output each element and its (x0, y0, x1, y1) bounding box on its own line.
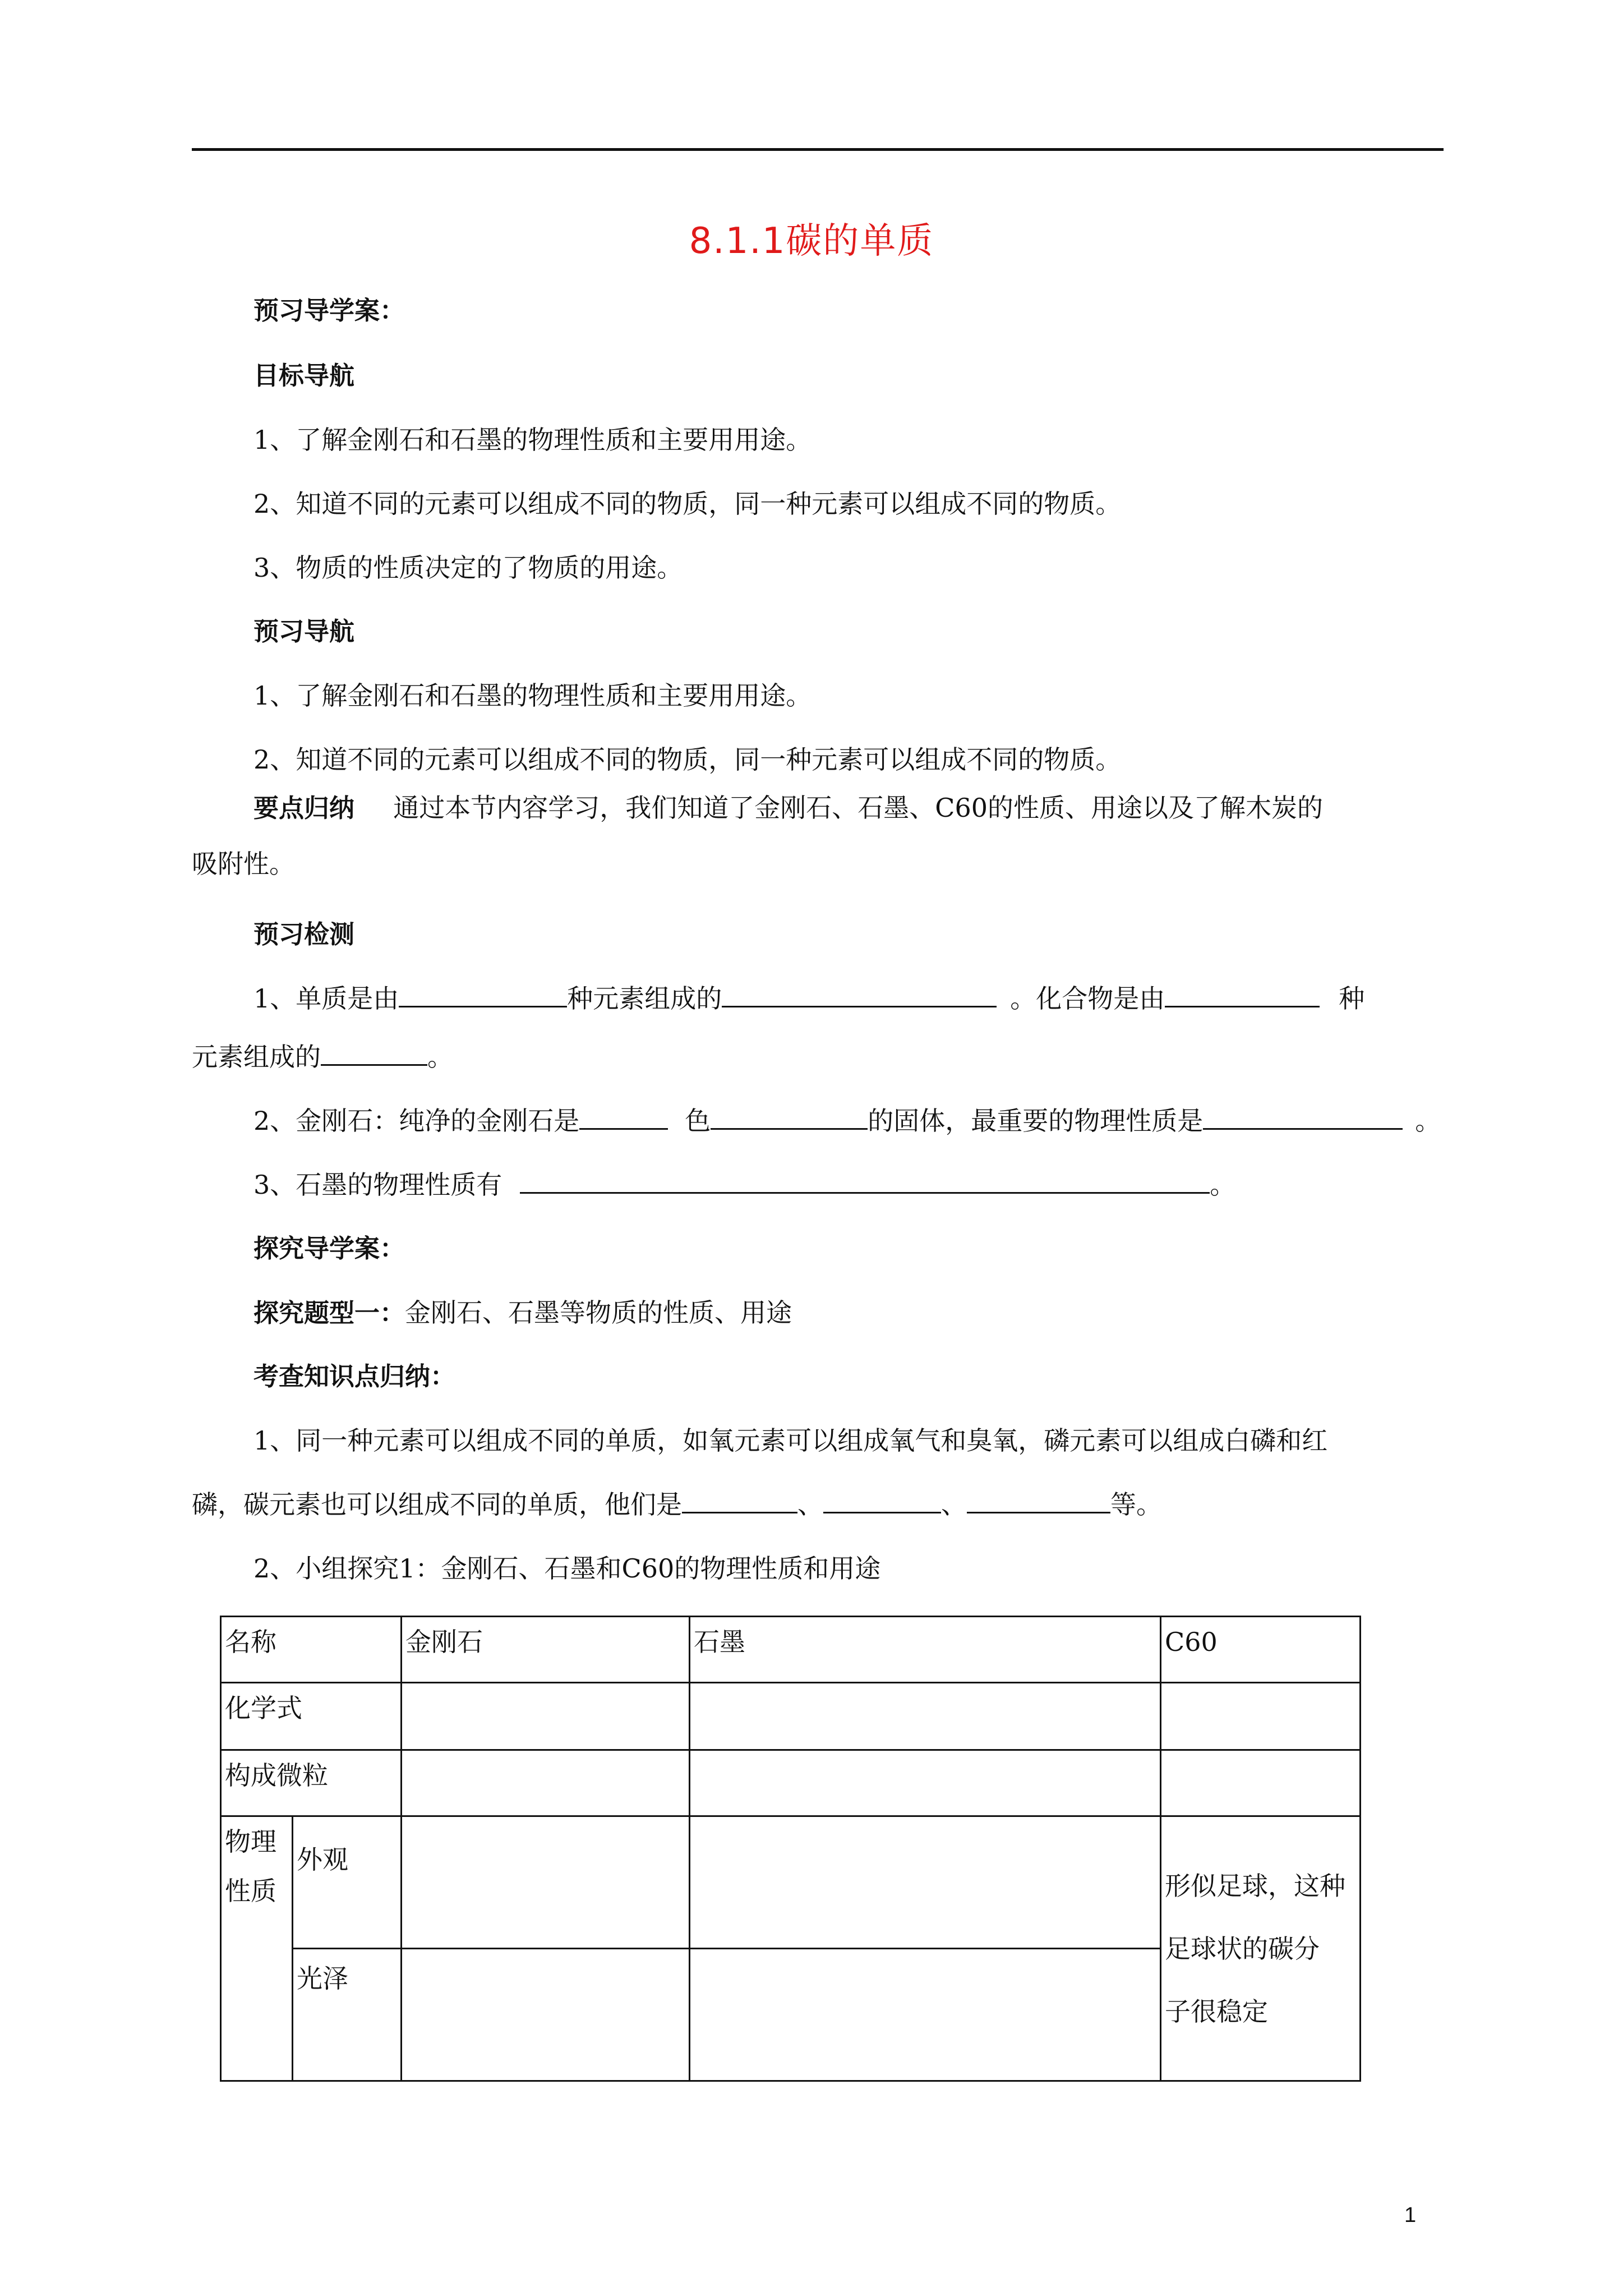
knowledge-item-1: 1、同一种元素可以组成不同的单质，如氧元素可以组成氧气和臭氧，磷元素可以组成白磷和红 (253, 1425, 1328, 1456)
table-row (221, 1617, 1361, 1683)
answer-blank[interactable] (722, 983, 997, 1007)
table-row-label-luster: 光泽 (293, 1949, 402, 2081)
table-row (221, 1750, 1361, 1816)
knowledge-item-2: 2、小组探究1：金刚石、石墨和C60的物理性质和用途 (253, 1553, 881, 1584)
test-question-2: 2、金刚石：纯净的金刚石是 色 的固体，最重要的物理性质是 。 (253, 1106, 1441, 1136)
goal-item: 1、了解金刚石和石墨的物理性质和主要用用途。 (253, 425, 812, 455)
goal-heading: 目标导航 (253, 361, 355, 390)
table-cell[interactable] (690, 1949, 1161, 2081)
explore-type: 探究题型一：金刚石、石墨等物质的性质、用途 (253, 1297, 792, 1328)
page-number: 1 (1404, 2203, 1417, 2227)
knowledge-heading: 考查知识点归纳： (253, 1361, 456, 1391)
table-header-diamond: 金刚石 (402, 1617, 690, 1683)
table-row-label-appearance: 外观 (293, 1816, 402, 1949)
table-header-c60: C60 (1161, 1617, 1361, 1683)
table-row-label-particle: 构成微粒 (221, 1750, 402, 1816)
preview-nav-heading: 预习导航 (253, 616, 355, 646)
header-rule (192, 148, 1444, 151)
answer-blank[interactable] (321, 1042, 427, 1066)
table-cell[interactable] (402, 1750, 690, 1816)
answer-blank[interactable] (682, 1489, 797, 1513)
goal-item: 2、知道不同的元素可以组成不同的物质，同一种元素可以组成不同的物质。 (253, 489, 1122, 519)
table-cell[interactable] (1161, 1750, 1361, 1816)
document-title: 8.1.1碳的单质 (689, 220, 934, 262)
key-points-line (253, 791, 1323, 825)
table-row-label-physical: 物理 性质 (221, 1816, 293, 2081)
answer-blank[interactable] (967, 1489, 1110, 1513)
answer-blank[interactable] (823, 1489, 941, 1513)
table-cell[interactable] (402, 1683, 690, 1750)
table-header-graphite: 石墨 (690, 1617, 1161, 1683)
test-question-1: 1、单质是由 种元素组成的 。化合物是由 种 (253, 983, 1365, 1014)
answer-blank[interactable] (520, 1170, 1210, 1194)
test-question-1-cont: 元素组成的 。 (192, 1042, 453, 1072)
table-row (221, 1816, 1361, 1949)
preview-test-heading: 预习检测 (253, 919, 355, 949)
key-points-text: 通过本节内容学习，我们知道了金刚石、石墨、C60的性质、用途以及了解木炭的 (393, 793, 1323, 823)
properties-table (220, 1616, 1361, 2082)
table-cell[interactable] (690, 1683, 1161, 1750)
answer-blank[interactable] (1165, 983, 1320, 1007)
table-cell[interactable] (690, 1816, 1161, 1949)
knowledge-item-1-cont: 磷，碳元素也可以组成不同的单质，他们是 、 、 等。 (192, 1489, 1162, 1520)
table-row (221, 1683, 1361, 1750)
answer-blank[interactable] (1203, 1106, 1403, 1130)
table-c60-note: 形似足球，这种 足球状的碳分 子很稳定 (1161, 1816, 1361, 2081)
key-points-line-2: 吸附性。 (192, 849, 295, 879)
table-header-name: 名称 (221, 1617, 402, 1683)
table-row-label-formula: 化学式 (221, 1683, 402, 1750)
answer-blank[interactable] (579, 1106, 668, 1130)
table-cell[interactable] (690, 1750, 1161, 1816)
goal-item: 3、物质的性质决定的了物质的用途。 (253, 553, 683, 583)
test-question-3: 3、石墨的物理性质有 。 (253, 1170, 1236, 1200)
answer-blank[interactable] (399, 983, 567, 1007)
preview-nav-item: 2、知道不同的元素可以组成不同的物质，同一种元素可以组成不同的物质。 (253, 744, 1122, 775)
section-explore-heading: 探究导学案： (253, 1234, 405, 1263)
table-cell[interactable] (1161, 1683, 1361, 1750)
answer-blank[interactable] (711, 1106, 868, 1130)
table-cell[interactable] (402, 1949, 690, 2081)
table-cell[interactable] (402, 1816, 690, 1949)
key-points-label: 要点归纳 (253, 793, 355, 823)
section-preview-heading: 预习导学案： (253, 296, 405, 325)
preview-nav-item: 1、了解金刚石和石墨的物理性质和主要用用途。 (253, 680, 812, 711)
